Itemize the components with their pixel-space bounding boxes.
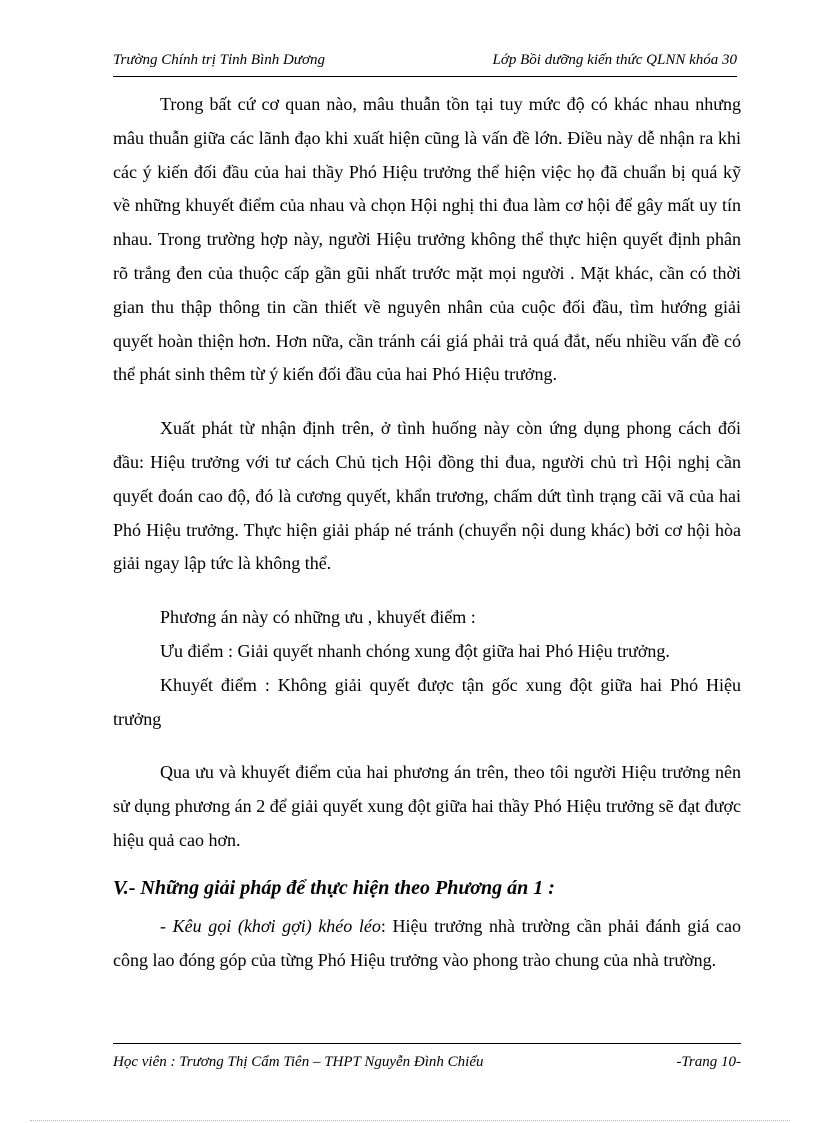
header-school: Trường Chính trị Tỉnh Bình Dương — [113, 52, 325, 68]
paragraph-3: Phương án này có những ưu , khuyết điểm : — [160, 607, 476, 628]
page-footer — [113, 1043, 741, 1072]
paragraph-2: Xuất phát từ nhận định trên, ở tình huống này còn ứng dụng phong cách đối đầu: Hiệu trưởng với tư cách Chủ tịch Hội đồng thi đua, người chủ trì Hội nghị cần quyết đoán cao độ, đó là cương quyết, khẩn trương, chấm dứt tình trạng cãi vã của hai Phó Hiệu trưởng. Thực hiện giải pháp né tránh (chuyển nội dung khác) bởi cơ hội hòa giải ngay lập tức là không thể. — [113, 418, 741, 574]
page-content — [113, 88, 741, 977]
section-heading: V.- Những giải pháp để thực hiện theo Phương án 1 : — [113, 876, 555, 899]
paragraph-disadvantage: Khuyết điểm : Không giải quyết được tận gốc xung đột giữa hai Phó Hiệu trưởng — [113, 674, 741, 729]
paragraph-1: Trong bất cứ cơ quan nào, mâu thuẫn tồn tại tuy mức độ có khác nhau nhưng mâu thuẫn giữa các lãnh đạo khi xuất hiện cũng là vấn đề lớn. Điều này dễ nhận ra khi các ý kiến đối đầu của hai thầy Phó Hiệu trưởng thể hiện việc họ đã chuẩn bị quá kỹ về những khuyết điểm của nhau và chọn Hội nghị thi đua làm cơ hội để gây mất uy tín nhau. Trong trường hợp này, người Hiệu trưởng không thể thực hiện quyết định phân rõ trắng đen của thuộc cấp gần gũi nhất trước mặt mọi người . Mặt khác, cần có thời gian thu thập thông tin cần thiết về nguyên nhân của cuộc đối đầu, tìm hướng giải quyết hoàn thiện hơn. Hơn nữa, cần tránh cái giá phải trả quá đắt, nếu nhiều vấn đề có thể phát sinh thêm từ ý kiến đối đầu của hai Phó Hiệu trưởng. — [113, 94, 741, 385]
paragraph-advantage: Ưu điểm : Giải quyết nhanh chóng xung đột giữa hai Phó Hiệu trưởng. — [160, 640, 670, 661]
paragraph-solution — [113, 910, 741, 978]
footer-student: Học viên : Trương Thị Cẩm Tiên – THPT Nguyễn Đình Chiểu — [113, 1054, 484, 1070]
page-bottom-divider — [30, 1120, 790, 1121]
page-header — [113, 52, 737, 77]
solution-text: : Hiệu trưởng nhà trường cần phải đánh giá cao công lao đóng góp của từng Phó Hiệu trưởng vào phong trào chung của nhà trường. — [113, 915, 742, 970]
solution-label: - Kêu gọi (khơi gợi) khéo léo — [160, 915, 381, 936]
paragraph-conclusion: Qua ưu và khuyết điểm của hai phương án trên, theo tôi người Hiệu trưởng nên sử dụng phương án 2 để giải quyết xung đột giữa hai thầy Phó Hiệu trưởng sẽ đạt được hiệu quả cao hơn. — [113, 762, 741, 850]
footer-page-number: -Trang 10- — [676, 1054, 741, 1070]
header-course: Lớp Bồi dưỡng kiến thức QLNN khóa 30 — [492, 52, 737, 68]
